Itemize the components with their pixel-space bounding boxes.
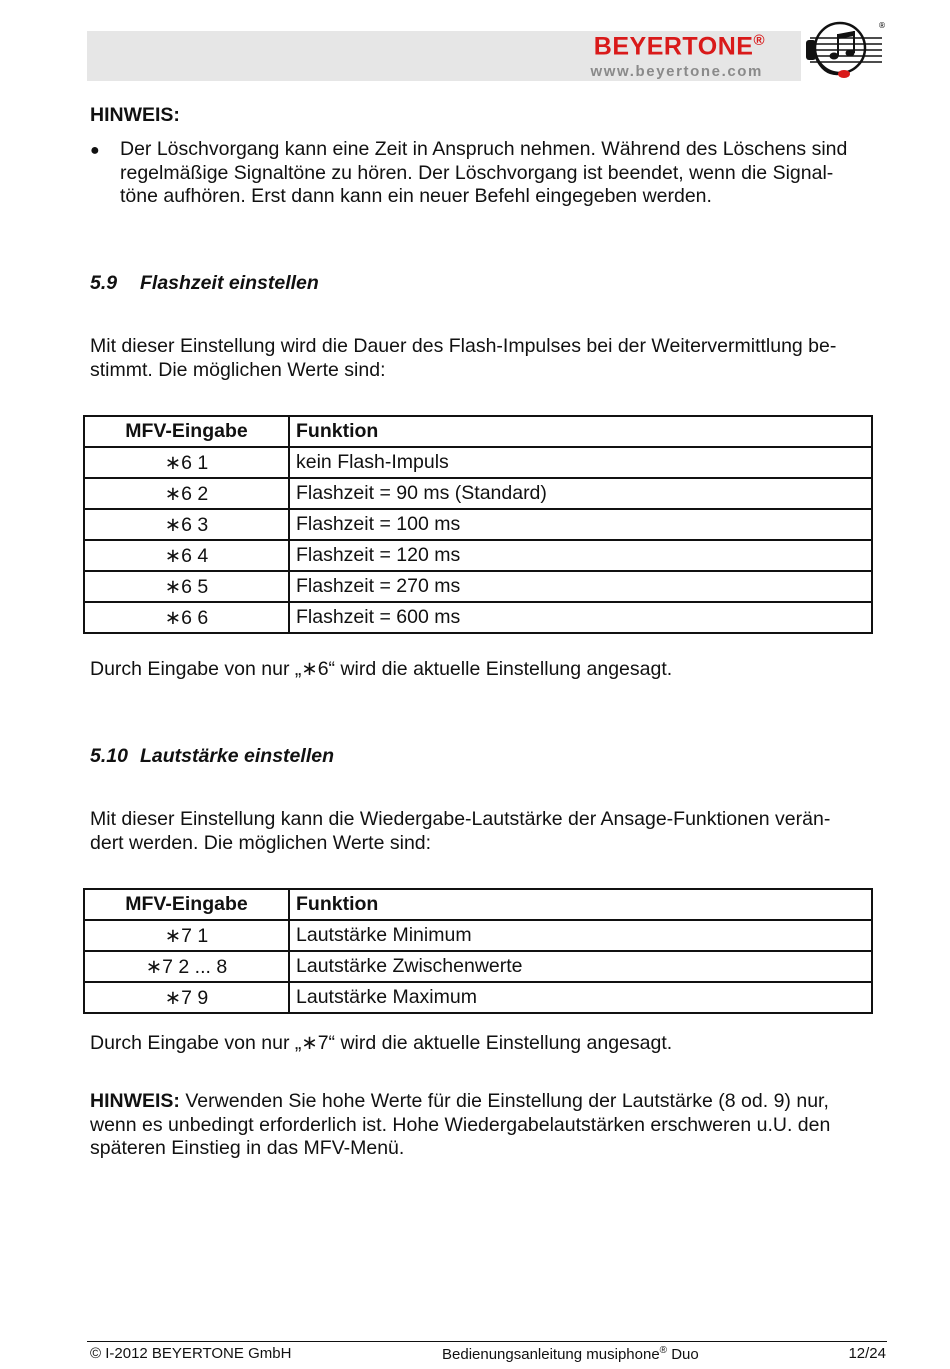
table-row (84, 509, 872, 540)
table-cell-code: ∗6 4 (84, 540, 289, 571)
table-cell-function: Lautstärke Minimum (289, 920, 872, 951)
section-intro: Mit dieser Einstellung kann die Wiedergabe-Lautstärke der Ansage-Funktionen verän- dert werden. Die möglichen Werte sind: (90, 808, 831, 854)
note-paragraph: HINWEIS: Verwenden Sie hohe Werte für die Einstellung der Lautstärke (8 od. 9) nur, wenn es unbedingt erforderlich ist. Hohe Wiedergabelautstärken erschweren u.U. den späteren Einstieg in das MFV-Menü. (90, 1090, 831, 1159)
table-header-cell: MFV-Eingabe (84, 889, 289, 920)
table-cell-function: Flashzeit = 600 ms (289, 602, 872, 633)
table-cell-function: kein Flash-Impuls (289, 447, 872, 478)
table-cell-code: ∗6 2 (84, 478, 289, 509)
table-header-cell: Funktion (289, 889, 872, 920)
table-cell-function: Flashzeit = 120 ms (289, 540, 872, 571)
table-cell-function: Lautstärke Maximum (289, 982, 872, 1013)
table-row (84, 920, 872, 951)
table-row (84, 951, 872, 982)
brand-name: BEYERTONE® (593, 32, 765, 61)
svg-text:®: ® (878, 21, 886, 30)
section-heading-lautstaerke: 5.10 Lautstärke einstellen (90, 745, 334, 767)
brand-url: www.beyertone.com (590, 63, 763, 80)
table-cell-code: ∗6 1 (84, 447, 289, 478)
flashzeit-table (83, 415, 873, 634)
music-notes-headset-logo-icon (804, 18, 886, 84)
note-label: HINWEIS: (90, 104, 180, 126)
table-header-row (84, 416, 872, 447)
table-cell-function: Flashzeit = 90 ms (Standard) (289, 478, 872, 509)
section-outro: Durch Eingabe von nur „∗7“ wird die aktuelle Einstellung angesagt. (90, 1032, 673, 1054)
table-header-row (84, 889, 872, 920)
footer-copyright: © I-2012 BEYERTONE GmbH (90, 1345, 292, 1362)
lautstaerke-table (83, 888, 873, 1014)
table-cell-code: ∗7 9 (84, 982, 289, 1013)
footer-manual-title: Bedienungsanleitung musiphone® Duo (442, 1345, 699, 1363)
table-row (84, 478, 872, 509)
table-header-cell: MFV-Eingabe (84, 416, 289, 447)
note-bullet-text: Der Löschvorgang kann eine Zeit in Anspruch nehmen. Während des Löschens sind regelmäßige Signaltöne zu hören. Der Löschvorgang ist beendet, wenn die Signal- töne aufhören. Erst dann kann ein neuer Befehl eingegeben werden. (120, 138, 848, 207)
table-row (84, 571, 872, 602)
footer-divider (87, 1341, 887, 1342)
table-cell-code: ∗6 5 (84, 571, 289, 602)
bullet-icon: ● (90, 142, 100, 159)
section-outro: Durch Eingabe von nur „∗6“ wird die aktuelle Einstellung angesagt. (90, 658, 673, 680)
table-cell-code: ∗6 6 (84, 602, 289, 633)
table-cell-function: Flashzeit = 270 ms (289, 571, 872, 602)
table-cell-code: ∗7 1 (84, 920, 289, 951)
table-row (84, 982, 872, 1013)
table-cell-code: ∗6 3 (84, 509, 289, 540)
table-row (84, 602, 872, 633)
table-cell-code: ∗7 2 ... 8 (84, 951, 289, 982)
section-intro: Mit dieser Einstellung wird die Dauer des Flash-Impulses bei der Weitervermittlung be- stimmt. Die möglichen Werte sind: (90, 335, 837, 381)
note-label: HINWEIS: (90, 1090, 180, 1112)
table-cell-function: Flashzeit = 100 ms (289, 509, 872, 540)
footer-page-number: 12/24 (848, 1345, 886, 1362)
table-header-cell: Funktion (289, 416, 872, 447)
table-cell-function: Lautstärke Zwischenwerte (289, 951, 872, 982)
table-row (84, 447, 872, 478)
table-row (84, 540, 872, 571)
section-heading-flashzeit: 5.9 Flashzeit einstellen (90, 272, 319, 294)
